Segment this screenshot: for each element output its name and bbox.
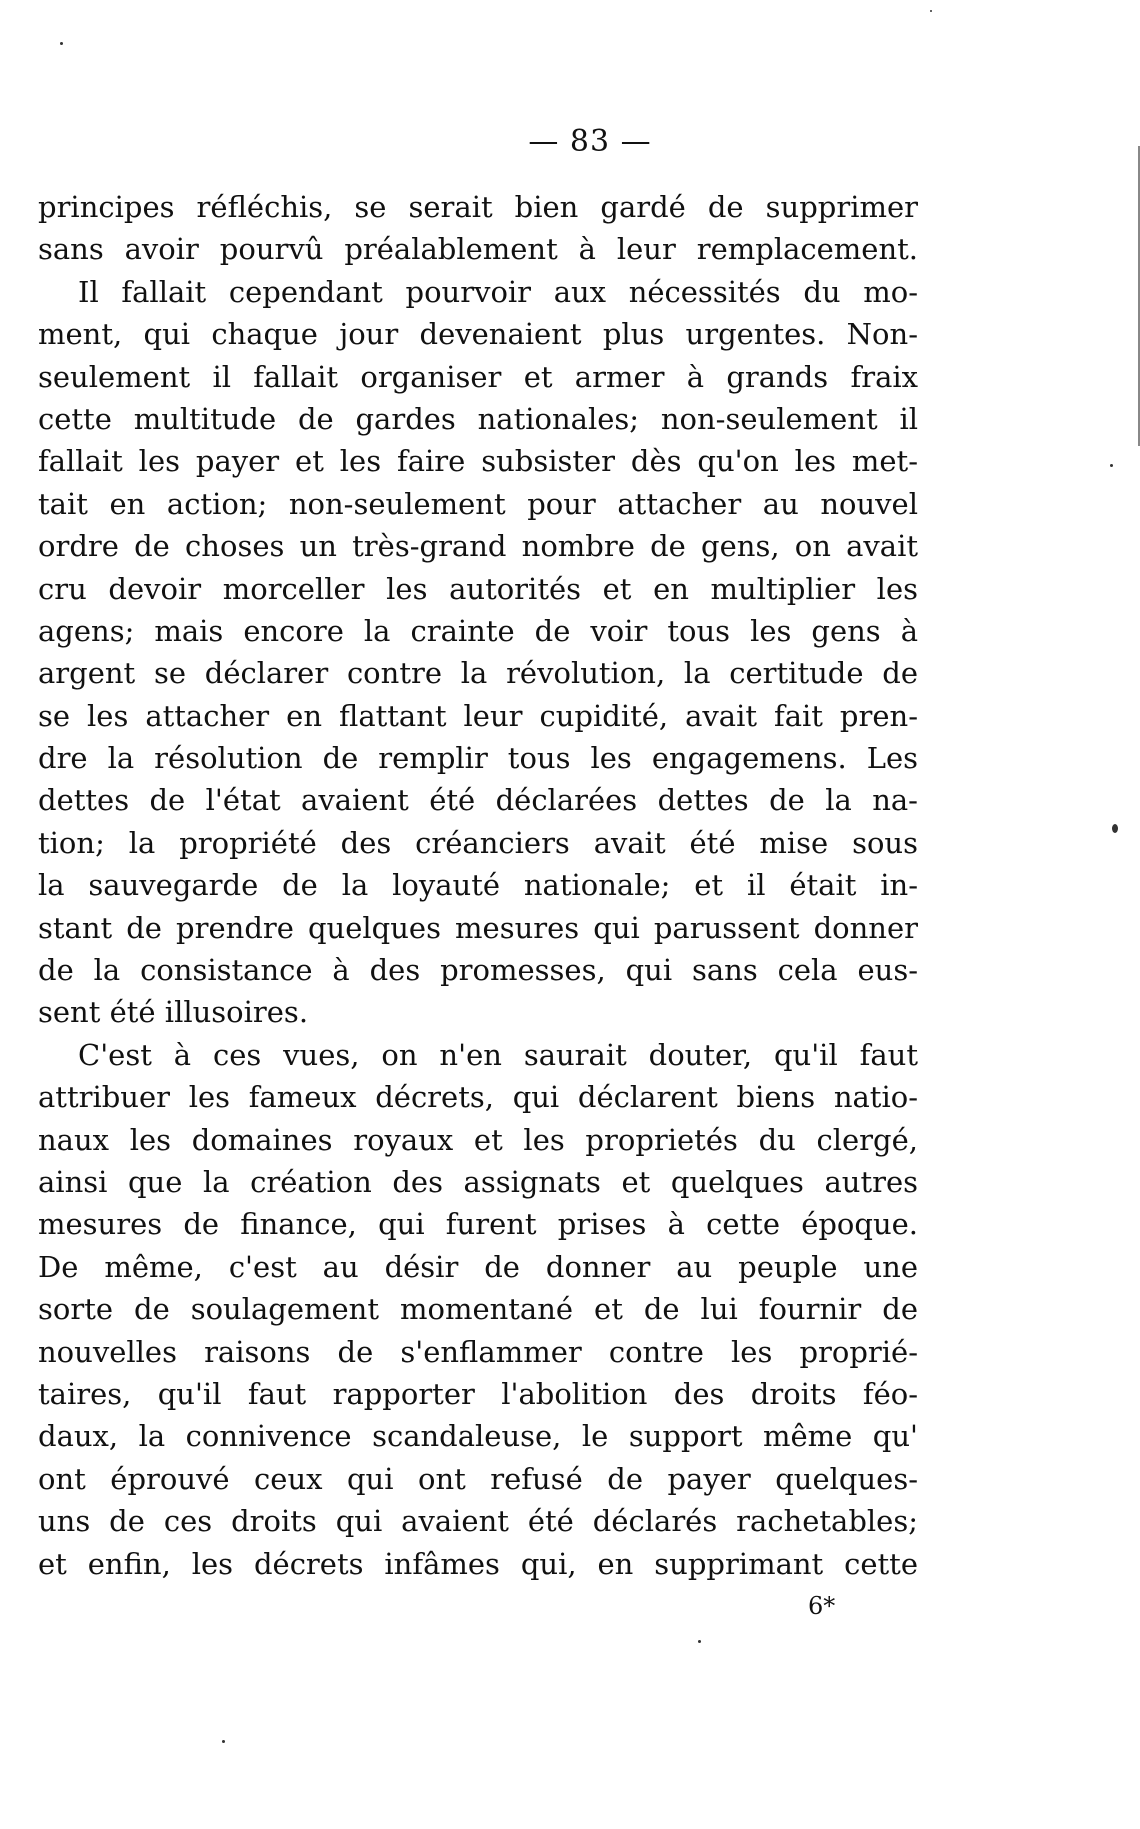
text-line: Il fallait cependant pourvoir aux nécessités du mo-: [78, 274, 918, 309]
paper-speck: [60, 42, 63, 45]
body-text: [38, 186, 918, 1585]
text-line: dettes de l'état avaient été déclarées dettes de la na-: [38, 783, 918, 818]
text-line: C'est à ces vues, on n'en saurait douter, qu'il faut: [78, 1037, 918, 1072]
text-line: sorte de soulagement momentané et de lui fournir de: [38, 1292, 918, 1327]
text-line: cette multitude de gardes nationales; non-seulement il: [38, 401, 918, 436]
text-line: naux les domaines royaux et les proprietés du clergé,: [38, 1122, 918, 1157]
text-line: attribuer les fameux décrets, qui déclarent biens natio-: [38, 1080, 918, 1115]
text-line: De même, c'est au désir de donner au peuple une: [38, 1249, 918, 1284]
text-line: principes réfléchis, se serait bien gardé de supprimer: [38, 190, 918, 224]
text-line: mesures de finance, qui furent prises à cette époque.: [38, 1207, 918, 1242]
text-line: ont éprouvé ceux qui ont refusé de payer quelques-: [38, 1461, 918, 1496]
paper-speck: [1112, 824, 1118, 833]
text-line: uns de ces droits qui avaient été déclarés rachetables;: [38, 1504, 918, 1539]
paper-speck: [1110, 464, 1113, 467]
paper-speck: [222, 1740, 225, 1743]
text-line: de la consistance à des promesses, qui sans cela eus-: [38, 953, 918, 988]
text-line: seulement il fallait organiser et armer à grands fraix: [38, 359, 918, 394]
text-line: daux, la connivence scandaleuse, le support même qu': [38, 1419, 918, 1454]
text-line: tion; la propriété des créanciers avait été mise sous: [38, 825, 918, 860]
text-line: la sauvegarde de la loyauté nationale; et il était in-: [38, 868, 918, 903]
text-line: agens; mais encore la crainte de voir tous les gens à: [38, 613, 918, 648]
text-line: dre la résolution de remplir tous les engagemens. Les: [38, 741, 918, 776]
text-line: stant de prendre quelques mesures qui parussent donner: [38, 910, 918, 945]
text-line: ment, qui chaque jour devenaient plus urgentes. Non-: [38, 317, 918, 352]
text-line: ordre de choses un très-grand nombre de gens, on avait: [38, 529, 918, 564]
text-line: cru devoir morceller les autorités et en multiplier les: [38, 571, 918, 606]
signature-mark: 6*: [808, 1592, 836, 1620]
text-line: sent été illusoires.: [38, 995, 309, 1030]
paper-speck: [698, 1640, 701, 1643]
paper-speck: [930, 10, 932, 12]
text-line: fallait les payer et les faire subsister dès qu'on les met-: [38, 444, 918, 479]
page-number: — 83 —: [528, 124, 652, 159]
text-line: et enfin, les décrets infâmes qui, en supprimant cette: [38, 1546, 918, 1581]
text-line: se les attacher en flattant leur cupidité, avait fait pren-: [38, 698, 918, 733]
text-line: tait en action; non-seulement pour attacher au nouvel: [38, 486, 918, 521]
text-line: taires, qu'il faut rapporter l'abolition des droits féo-: [38, 1376, 918, 1411]
text-line: nouvelles raisons de s'enflammer contre les proprié-: [38, 1334, 918, 1369]
text-line: ainsi que la création des assignats et quelques autres: [38, 1164, 918, 1199]
text-line: argent se déclarer contre la révolution, la certitude de: [38, 656, 918, 691]
text-line: sans avoir pourvû préalablement à leur remplacement.: [38, 232, 918, 267]
